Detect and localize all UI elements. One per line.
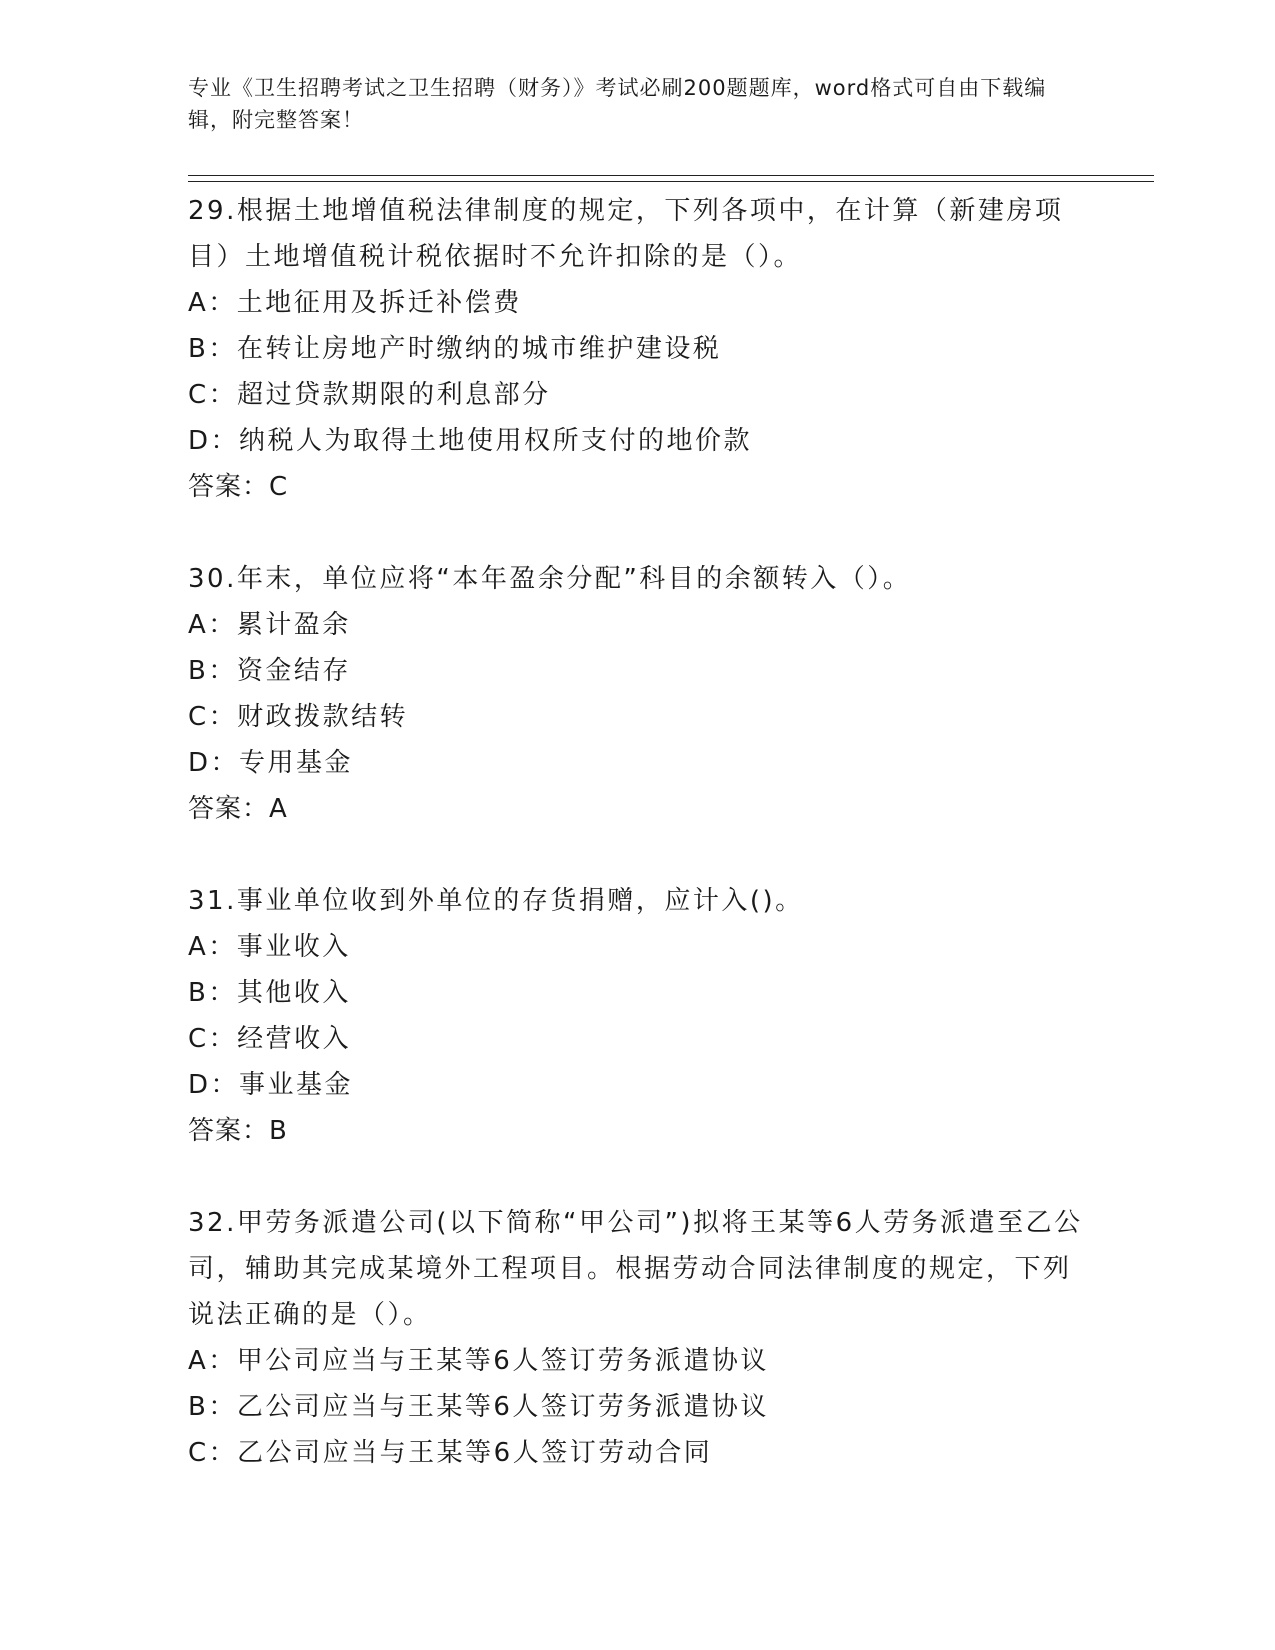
question-text: 31.事业单位收到外单位的存货捐赠，应计入()。	[188, 886, 804, 916]
header-rule-top	[188, 175, 1154, 176]
option-b: B：资金结存	[188, 656, 351, 686]
document-header: 专业《卫生招聘考试之卫生招聘（财务）》考试必刷200题题库，word格式可自由下载编辑，附完整答案！	[188, 76, 1047, 132]
spacer	[188, 832, 1088, 878]
option-a: A：甲公司应当与王某等6人签订劳务派遣协议	[188, 1346, 769, 1376]
option-b: B：在转让房地产时缴纳的城市维护建设税	[188, 334, 722, 364]
spacer	[188, 1154, 1088, 1200]
option-d: D：事业基金	[188, 1070, 354, 1100]
option-a: A：事业收入	[188, 932, 351, 962]
answer: 答案：A	[188, 794, 288, 824]
question-30	[188, 556, 1088, 832]
option-d: D：纳税人为取得土地使用权所支付的地价款	[188, 426, 753, 456]
question-text: 32.甲劳务派遣公司(以下简称“甲公司”)拟将王某等6人劳务派遣至乙公司，辅助其完成某境外工程项目。根据劳动合同法律制度的规定，下列说法正确的是（）。	[188, 1208, 1083, 1330]
option-b: B：乙公司应当与王某等6人签订劳务派遣协议	[188, 1392, 769, 1422]
answer: 答案：B	[188, 1116, 288, 1146]
header-rule-bottom	[188, 181, 1154, 182]
option-b: B：其他收入	[188, 978, 351, 1008]
question-text: 29.根据土地增值税法律制度的规定，下列各项中，在计算（新建房项目）土地增值税计税依据时不允许扣除的是（）。	[188, 196, 1064, 272]
option-a: A：土地征用及拆迁补偿费	[188, 288, 522, 318]
option-c: C：经营收入	[188, 1024, 352, 1054]
question-31	[188, 878, 1088, 1154]
option-c: C：超过贷款期限的利息部分	[188, 380, 551, 410]
option-d: D：专用基金	[188, 748, 354, 778]
spacer	[188, 510, 1088, 556]
question-text: 30.年末，单位应将“本年盈余分配”科目的余额转入（）。	[188, 564, 912, 594]
option-a: A：累计盈余	[188, 610, 351, 640]
question-list	[188, 188, 1088, 1476]
option-c: C：财政拨款结转	[188, 702, 409, 732]
answer: 答案：C	[188, 472, 289, 502]
option-c: C：乙公司应当与王某等6人签订劳动合同	[188, 1438, 713, 1468]
question-29	[188, 188, 1088, 510]
question-32	[188, 1200, 1088, 1476]
